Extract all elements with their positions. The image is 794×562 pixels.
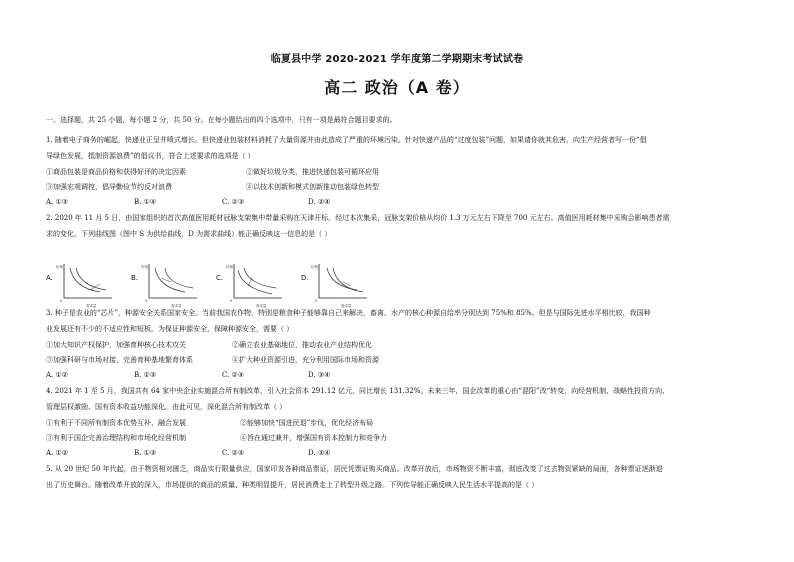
section-instructions: 一、选择题，共 25 小题，每小题 2 分，共 50 分。在每小题给出的四个选项中，只有一项是最符合题目要求的。 (46, 116, 397, 124)
graph-a-ylabel: 价格 (56, 265, 63, 269)
graph-option-b-label: B. (131, 274, 139, 282)
question-4-choice-b: B. ①③ (134, 449, 157, 457)
graph-c-origin: 0 (230, 299, 233, 303)
graph-option-c-label: C. (216, 274, 224, 282)
question-1-choices (46, 197, 748, 207)
graph-option-a-label: A. (46, 274, 53, 282)
graph-d-ylabel: 价格 (311, 265, 318, 269)
question-2-line-2: 求的变化。下列曲线图（图中 S 为供给曲线，D 为需求曲线）能正确反映这一信息的是（ ） (46, 230, 332, 238)
graph-c-axes (234, 264, 282, 298)
graph-b-curve-1 (155, 268, 185, 292)
question-3-choice-c: C. ②④ (222, 371, 245, 379)
question-1-items-row-1 (46, 167, 748, 177)
graph-option-d (301, 262, 381, 312)
graph-b-arrow (161, 278, 171, 282)
question-1-choice-b: B. ①④ (134, 198, 157, 206)
graph-option-d-label: D. (301, 274, 309, 282)
question-3-choice-a: A. ①② (46, 371, 69, 379)
graph-d-axes (319, 264, 367, 298)
graph-a-xlabel: 需求量 (86, 304, 97, 308)
graph-a-axes (64, 264, 112, 298)
question-4-item-2: ②能够加快“国进民退”步伐，优化经济布局 (240, 419, 374, 427)
exam-title: 高二 政治（A 卷） (324, 78, 470, 97)
graph-d-xlabel: 需求量 (341, 304, 352, 308)
graph-d-curve-2 (333, 268, 363, 292)
question-1-item-3: ③加强宏观调控，倡导勤俭节约反对浪费 (46, 183, 172, 191)
graph-d-curve-1 (327, 268, 357, 290)
graph-b-xlabel: 需求量 (171, 304, 182, 308)
question-4-choice-c: C. ②④ (222, 449, 245, 457)
graph-b-origin: 0 (145, 299, 148, 303)
question-3-choices (46, 370, 748, 380)
question-3-item-2: ②确立农业基础地位，推动农业产业结构优化 (232, 341, 372, 349)
question-3-choice-d: D. ③④ (308, 371, 331, 379)
question-3-line-1: 3. 种子是农业的“芯片”，种源安全关系国家安全。当前我国农作物，特别是粮食种子能够靠自己来解决，畜禽、水产的核心种源自给率分别达到 75%和 85%。但是与国际先进水平相比较，我国种 (46, 309, 651, 317)
question-1-line-2: 导绿色发展，抵制资源浪费”的倡议书，符合上述要求的选项是（ ） (46, 152, 255, 160)
question-4-line-1: 4. 2021 年 1 至 5 月，我国共有 64 家中央企业实施混合所有制改革，引入社会资本 291.12 亿元，同比增长 131.32%。未来三年，国企改革的重心由“混阳”改“转变，向经营机制、战略性投资方向、 (46, 387, 670, 395)
question-1-item-1: ①商品包装是商品价格和获得好评的决定因素 (46, 168, 186, 176)
graph-a-plot (56, 262, 116, 310)
school-exam-header: 临夏县中学 2020-2021 学年度第二学期期末考试试卷 (270, 54, 524, 65)
question-1-choice-d: D. ②④ (308, 198, 331, 206)
graph-b-plot (141, 262, 201, 310)
graph-a-origin: 0 (60, 299, 63, 303)
question-4-choice-d: D. ③④ (308, 449, 331, 457)
graph-option-b (131, 262, 211, 312)
graph-c-arrow (248, 278, 252, 286)
question-3-item-3: ③加强科研与市场对接，完善育种基地繁育体系 (46, 356, 193, 364)
question-5-line-1: 5. 从 20 世纪 50 年代起，由于物资相对匮乏，商品实行限量供应，国家印发各种商品票证，居民凭票证购买商品。改革开放后，市场物资不断丰富，彻底改变了过去物资紧缺的局面，各种票证逐渐退 (46, 465, 663, 473)
graph-b-curve-2 (165, 268, 193, 288)
question-5-line-2: 出了历史舞台。随着改革开放的深入，市场提供的商品的质量、种类明显提升，居民消费走上了转型升级之路。下列传导能正确反映人民生活水平提高的是（ ） (46, 481, 539, 489)
question-1-line-1: 1. 随着电子商务的崛起，快递业正呈井喷式增长。但快递业包装材料消耗了大量资源并由此造成了严重的环境污染。针对快递产品的“过度包装”问题，如果请你就其危害，向生产经营者写一份“倡 (46, 136, 647, 144)
question-3-choice-b: B. ①③ (134, 371, 157, 379)
graph-a-arrow (90, 284, 100, 290)
question-3-line-2: 业发展还有不少的不适应性和短板。为保证种源安全，保障种源安全，需要（ ） (46, 325, 294, 333)
question-3-items-row-1 (46, 340, 748, 350)
graph-c-ylabel: 价格 (226, 265, 233, 269)
question-4-items-row-2 (46, 433, 748, 443)
graph-option-c (216, 262, 296, 312)
question-3-item-4: ④扩大种业资源引进，充分利用国际市场和资源 (232, 356, 379, 364)
question-4-item-4: ④旨在通过兼并，增强国有资本控制力和竞争力 (240, 434, 387, 442)
graph-d-origin: 0 (315, 299, 318, 303)
graph-c-xlabel: 需求量 (256, 304, 267, 308)
question-4-choice-a: A. ①② (46, 449, 69, 457)
graph-d-plot (311, 262, 371, 310)
graph-option-a (46, 262, 126, 312)
question-1-choice-a: A. ①③ (46, 198, 69, 206)
question-2-line-1: 2. 2020 年 11 月 5 日，由国家组织的首次高值医用耗材冠脉支架集中带量采购在天津开标。经过本次集采，冠脉支架价格从均价 1.3 万元左右下降至 700 元左右。高值医用耗材集中采购会影响患者需 (46, 214, 670, 222)
question-3-items-row-2 (46, 355, 748, 365)
question-4-items-row-1 (46, 418, 748, 428)
question-2-graph-options (46, 262, 386, 312)
question-1-items-row-2 (46, 182, 748, 192)
graph-a-curve-d1 (70, 268, 100, 292)
graph-b-ylabel: 价格 (141, 265, 148, 269)
question-4-item-3: ③有利于国企完善治理结构和市场化经营机制 (46, 434, 186, 442)
question-1-choice-c: C. ②③ (222, 198, 245, 206)
question-4-line-2: 管理层权激励、国有资本收益功能深化。由此可见，深化混合所有制改革（ ） (46, 403, 287, 411)
question-1-item-4: ④以技术创新和模式创新推动包装绿色转型 (246, 183, 379, 191)
question-3-item-1: ①加大知识产权保护，加强育种核心技术攻关 (46, 341, 186, 349)
question-4-item-1: ①有利于不同所有制资本优势互补、融合发展 (46, 419, 186, 427)
question-4-choices (46, 448, 748, 458)
question-1-item-2: ②做好垃圾分类，推进快递包装可循环应用 (246, 168, 379, 176)
graph-a-curve-d2 (76, 268, 106, 290)
graph-c-plot (226, 262, 286, 310)
